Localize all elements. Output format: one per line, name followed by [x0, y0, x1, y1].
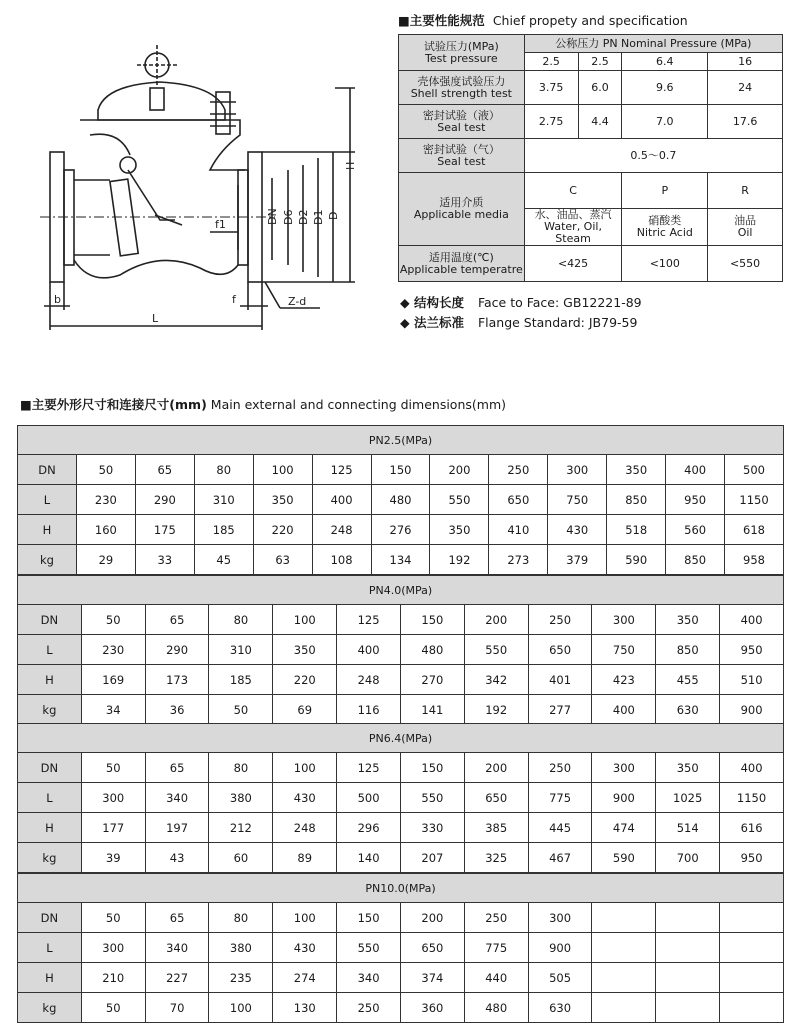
table-cell: 274	[273, 963, 337, 993]
table-cell: 169	[81, 665, 145, 695]
table-cell: 518	[607, 515, 666, 545]
face-to-face-cn: ◆ 结构长度	[400, 295, 464, 310]
table-cell: 401	[528, 665, 592, 695]
table-cell: 63	[253, 545, 312, 575]
table-cell: 200	[430, 455, 489, 485]
table-row	[18, 753, 784, 783]
row-label: H	[18, 963, 82, 993]
dimension-table	[17, 575, 784, 725]
table-cell: 175	[135, 515, 194, 545]
table-cell: 141	[400, 695, 464, 725]
temp-value: <425	[524, 246, 622, 282]
table-cell: 150	[400, 753, 464, 783]
valve-section-diagram	[10, 10, 390, 340]
table-cell: 650	[464, 783, 528, 813]
table-cell	[720, 903, 784, 933]
table-cell: 650	[489, 485, 548, 515]
spec-title	[398, 11, 688, 29]
table-cell: 550	[337, 933, 401, 963]
table-cell: 467	[528, 843, 592, 873]
table-cell	[720, 993, 784, 1023]
table-cell: 900	[592, 783, 656, 813]
table-cell: 1150	[725, 485, 784, 515]
table-cell: 150	[337, 903, 401, 933]
table-cell: 50	[76, 455, 135, 485]
flange-standard-row	[400, 313, 642, 333]
flange-standard-cn: ◆ 法兰标准	[400, 315, 464, 330]
table-cell: 1025	[656, 783, 720, 813]
table-row	[18, 695, 784, 725]
table-cell: 185	[209, 665, 273, 695]
table-cell: 500	[725, 455, 784, 485]
label-D6: D6	[282, 209, 295, 225]
label-f: f	[232, 293, 236, 306]
label-D: D	[327, 211, 340, 220]
table-cell: 300	[81, 783, 145, 813]
table-cell: 177	[81, 813, 145, 843]
pn-value: 6.4	[622, 53, 708, 71]
row-label: kg	[18, 843, 82, 873]
table-cell: 900	[528, 933, 592, 963]
table-cell: 850	[656, 635, 720, 665]
table-cell: 455	[656, 665, 720, 695]
dimension-table	[17, 723, 784, 873]
table-row	[18, 605, 784, 635]
table-cell: 100	[273, 753, 337, 783]
table-row	[18, 635, 784, 665]
media-name	[708, 209, 783, 246]
label-D1: D1	[312, 209, 325, 225]
shell-test-label	[399, 71, 525, 105]
table-cell: 50	[81, 753, 145, 783]
table-cell: 150	[371, 455, 430, 485]
table-cell: 89	[273, 843, 337, 873]
row-label: DN	[18, 753, 82, 783]
table-cell: 296	[337, 813, 401, 843]
table-cell: 514	[656, 813, 720, 843]
row-label: H	[18, 665, 82, 695]
pressure-band: PN4.0(MPa)	[18, 576, 784, 605]
table-cell: 350	[430, 515, 489, 545]
seal-gas-en: Seal test	[437, 154, 486, 168]
pn-value: 2.5	[578, 53, 622, 71]
table-cell: 750	[592, 635, 656, 665]
table-cell: 29	[76, 545, 135, 575]
table-row	[18, 515, 784, 545]
pn-value: 2.5	[524, 53, 578, 71]
table-row	[18, 783, 784, 813]
table-cell: 400	[666, 455, 725, 485]
table-cell: 70	[145, 993, 209, 1023]
table-cell	[720, 933, 784, 963]
seal-liquid-en: Seal test	[437, 120, 486, 134]
table-cell: 227	[145, 963, 209, 993]
table-cell: 400	[337, 635, 401, 665]
table-cell: 65	[145, 753, 209, 783]
table-cell: 100	[209, 993, 273, 1023]
table-cell: 950	[666, 485, 725, 515]
shell-value: 3.75	[524, 71, 578, 105]
table-cell: 550	[430, 485, 489, 515]
table-cell: 650	[400, 933, 464, 963]
media-code: C	[524, 173, 622, 209]
media-name-cn: 油品	[734, 214, 757, 227]
media-code: R	[708, 173, 783, 209]
row-label: L	[18, 933, 82, 963]
spec-title-cn: ■主要性能规范	[398, 13, 485, 28]
table-row	[18, 813, 784, 843]
table-cell: 360	[400, 993, 464, 1023]
dimensions-title	[20, 395, 506, 413]
seal-liquid-value: 2.75	[524, 105, 578, 139]
media-code: P	[622, 173, 708, 209]
dimension-table	[17, 425, 784, 575]
table-cell: 65	[145, 903, 209, 933]
media-name	[622, 209, 708, 246]
table-cell: 125	[312, 455, 371, 485]
table-cell: 212	[209, 813, 273, 843]
table-cell: 310	[194, 485, 253, 515]
table-cell: 700	[656, 843, 720, 873]
seal-gas-cn: 密封试验（气）	[422, 142, 500, 156]
table-cell: 850	[666, 545, 725, 575]
table-cell: 480	[464, 993, 528, 1023]
table-cell: 590	[592, 843, 656, 873]
media-name	[524, 209, 622, 246]
table-cell: 50	[81, 903, 145, 933]
table-cell: 590	[607, 545, 666, 575]
table-cell: 273	[489, 545, 548, 575]
table-row	[18, 903, 784, 933]
table-cell: 248	[273, 813, 337, 843]
table-cell: 560	[666, 515, 725, 545]
dimensions-title-cn: ■主要外形尺寸和连接尺寸(mm)	[20, 397, 207, 412]
table-cell	[592, 993, 656, 1023]
table-cell: 350	[273, 635, 337, 665]
table-cell: 480	[371, 485, 430, 515]
row-label: L	[18, 485, 77, 515]
table-cell: 350	[656, 753, 720, 783]
table-row	[18, 963, 784, 993]
media-label	[399, 173, 525, 246]
media-name-en: Oil	[737, 226, 753, 239]
row-label: DN	[18, 455, 77, 485]
table-cell: 134	[371, 545, 430, 575]
table-cell: 230	[81, 635, 145, 665]
nominal-pressure-header: 公称压力 PN Nominal Pressure (MPa)	[524, 35, 782, 53]
table-cell: 300	[81, 933, 145, 963]
row-label: kg	[18, 545, 77, 575]
table-cell: 160	[76, 515, 135, 545]
table-cell: 200	[464, 605, 528, 635]
table-cell: 43	[145, 843, 209, 873]
table-cell: 350	[607, 455, 666, 485]
table-cell: 430	[273, 933, 337, 963]
table-cell: 290	[145, 635, 209, 665]
table-cell: 650	[528, 635, 592, 665]
table-cell: 950	[720, 843, 784, 873]
table-cell: 410	[489, 515, 548, 545]
table-cell: 100	[273, 605, 337, 635]
table-cell: 550	[464, 635, 528, 665]
label-Z-d: Z-d	[288, 295, 307, 308]
table-cell: 116	[337, 695, 401, 725]
face-to-face-en: Face to Face: GB12221-89	[477, 295, 642, 310]
table-cell: 80	[209, 903, 273, 933]
table-cell: 80	[209, 605, 273, 635]
table-cell: 900	[720, 695, 784, 725]
table-cell: 510	[720, 665, 784, 695]
test-pressure-cn: 试验压力(MPa)	[423, 39, 499, 53]
table-cell: 100	[273, 903, 337, 933]
table-cell: 430	[548, 515, 607, 545]
table-cell: 775	[464, 933, 528, 963]
table-cell: 192	[464, 695, 528, 725]
label-D2: D2	[297, 209, 310, 225]
table-cell: 248	[312, 515, 371, 545]
table-cell: 630	[528, 993, 592, 1023]
table-cell: 950	[720, 635, 784, 665]
label-DN: DN	[266, 208, 279, 225]
table-cell	[592, 933, 656, 963]
row-label: kg	[18, 993, 82, 1023]
table-cell: 618	[725, 515, 784, 545]
table-cell: 400	[720, 605, 784, 635]
row-label: H	[18, 813, 82, 843]
shell-value: 9.6	[622, 71, 708, 105]
label-H: H	[344, 161, 357, 170]
seal-gas-label	[399, 139, 525, 173]
table-cell: 440	[464, 963, 528, 993]
table-cell: 80	[209, 753, 273, 783]
table-cell: 130	[273, 993, 337, 1023]
table-cell: 277	[528, 695, 592, 725]
table-cell: 220	[253, 515, 312, 545]
table-cell: 210	[81, 963, 145, 993]
table-cell: 300	[528, 903, 592, 933]
table-cell: 850	[607, 485, 666, 515]
table-cell: 50	[81, 993, 145, 1023]
seal-liquid-label	[399, 105, 525, 139]
table-cell: 340	[145, 783, 209, 813]
table-cell: 1150	[720, 783, 784, 813]
pressure-band: PN10.0(MPa)	[18, 874, 784, 903]
table-cell: 300	[548, 455, 607, 485]
temp-value: <100	[622, 246, 708, 282]
table-cell: 50	[81, 605, 145, 635]
shell-test-en: Shell strength test	[410, 86, 512, 100]
table-cell: 65	[145, 605, 209, 635]
table-cell	[720, 963, 784, 993]
table-cell: 125	[337, 753, 401, 783]
row-label: H	[18, 515, 77, 545]
table-row	[18, 545, 784, 575]
table-cell: 250	[489, 455, 548, 485]
row-label: kg	[18, 695, 82, 725]
temp-cn: 适用温度(℃)	[428, 250, 494, 264]
table-cell: 750	[548, 485, 607, 515]
table-cell: 192	[430, 545, 489, 575]
table-cell	[592, 903, 656, 933]
table-cell: 500	[337, 783, 401, 813]
table-cell: 340	[145, 933, 209, 963]
table-cell: 39	[81, 843, 145, 873]
table-cell: 230	[76, 485, 135, 515]
table-cell: 350	[656, 605, 720, 635]
table-cell: 423	[592, 665, 656, 695]
table-cell: 374	[400, 963, 464, 993]
table-cell: 65	[135, 455, 194, 485]
label-f1: f1	[215, 218, 226, 231]
table-cell: 474	[592, 813, 656, 843]
table-cell: 400	[592, 695, 656, 725]
table-cell: 445	[528, 813, 592, 843]
table-cell: 630	[656, 695, 720, 725]
shell-value: 24	[708, 71, 783, 105]
media-name-en: Nitric Acid	[636, 226, 693, 239]
label-L: L	[152, 312, 159, 325]
seal-liquid-cn: 密封试验（液）	[422, 108, 500, 122]
table-cell: 250	[528, 753, 592, 783]
media-name-cn: 硝酸类	[648, 214, 682, 227]
table-cell: 69	[273, 695, 337, 725]
table-cell: 60	[209, 843, 273, 873]
table-cell: 350	[253, 485, 312, 515]
media-en: Applicable media	[413, 208, 509, 221]
spec-table	[398, 34, 783, 282]
table-row	[18, 485, 784, 515]
shell-test-cn: 壳体强度试验压力	[417, 74, 506, 88]
media-name-en: Water, Oil, Steam	[544, 220, 602, 245]
table-cell: 379	[548, 545, 607, 575]
seal-liquid-value: 17.6	[708, 105, 783, 139]
table-cell: 140	[337, 843, 401, 873]
table-cell	[656, 903, 720, 933]
table-cell: 270	[400, 665, 464, 695]
table-cell: 173	[145, 665, 209, 695]
test-pressure-en: Test pressure	[425, 51, 498, 65]
flange-standard-en: Flange Standard: JB79-59	[477, 315, 638, 330]
table-cell: 400	[312, 485, 371, 515]
table-cell: 300	[592, 605, 656, 635]
table-cell: 108	[312, 545, 371, 575]
table-cell: 276	[371, 515, 430, 545]
table-cell: 300	[592, 753, 656, 783]
table-cell: 342	[464, 665, 528, 695]
row-label: DN	[18, 605, 82, 635]
table-cell: 250	[464, 903, 528, 933]
dimension-table	[17, 873, 784, 1023]
temp-en: Applicable temperatre	[399, 262, 523, 276]
table-cell: 340	[337, 963, 401, 993]
table-cell: 310	[209, 635, 273, 665]
table-cell: 220	[273, 665, 337, 695]
table-cell: 200	[464, 753, 528, 783]
table-cell: 200	[400, 903, 464, 933]
table-cell: 185	[194, 515, 253, 545]
pressure-band: PN6.4(MPa)	[18, 724, 784, 753]
table-cell: 34	[81, 695, 145, 725]
face-to-face-row	[400, 293, 642, 313]
table-cell: 248	[337, 665, 401, 695]
temp-value: <550	[708, 246, 783, 282]
table-cell	[592, 963, 656, 993]
table-cell: 36	[145, 695, 209, 725]
table-cell	[656, 993, 720, 1023]
table-cell: 775	[528, 783, 592, 813]
table-cell: 100	[253, 455, 312, 485]
table-cell: 550	[400, 783, 464, 813]
table-cell: 430	[273, 783, 337, 813]
standards	[400, 293, 642, 333]
table-cell	[656, 933, 720, 963]
row-label: DN	[18, 903, 82, 933]
dimensions-title-en: Main external and connecting dimensions(mm)	[210, 397, 506, 412]
seal-liquid-value: 7.0	[622, 105, 708, 139]
row-label: L	[18, 635, 82, 665]
pn-value: 16	[708, 53, 783, 71]
table-cell: 235	[209, 963, 273, 993]
shell-value: 6.0	[578, 71, 622, 105]
table-row	[18, 993, 784, 1023]
table-cell: 480	[400, 635, 464, 665]
table-cell: 250	[528, 605, 592, 635]
table-cell: 207	[400, 843, 464, 873]
test-pressure-label	[399, 35, 525, 71]
table-cell: 505	[528, 963, 592, 993]
table-cell: 616	[720, 813, 784, 843]
table-row	[18, 665, 784, 695]
spec-title-en: Chief propety and specification	[492, 13, 688, 28]
table-cell: 325	[464, 843, 528, 873]
media-cn: 适用介质	[439, 196, 484, 209]
temp-label	[399, 246, 525, 282]
table-cell: 50	[209, 695, 273, 725]
pressure-band: PN2.5(MPa)	[18, 426, 784, 455]
table-cell: 125	[337, 605, 401, 635]
table-cell: 380	[209, 783, 273, 813]
table-cell: 150	[400, 605, 464, 635]
table-cell: 197	[145, 813, 209, 843]
label-b: b	[54, 293, 61, 306]
media-name-cn: 水、油品、蒸汽	[534, 208, 612, 221]
table-cell: 80	[194, 455, 253, 485]
table-row	[18, 455, 784, 485]
table-cell: 33	[135, 545, 194, 575]
table-cell: 385	[464, 813, 528, 843]
table-row	[18, 843, 784, 873]
table-cell: 250	[337, 993, 401, 1023]
table-cell: 400	[720, 753, 784, 783]
table-cell: 958	[725, 545, 784, 575]
table-cell: 45	[194, 545, 253, 575]
table-row	[18, 933, 784, 963]
seal-liquid-value: 4.4	[578, 105, 622, 139]
row-label: L	[18, 783, 82, 813]
table-cell: 380	[209, 933, 273, 963]
table-cell: 290	[135, 485, 194, 515]
seal-gas-value: 0.5～0.7	[524, 139, 782, 173]
table-cell	[656, 963, 720, 993]
table-cell: 330	[400, 813, 464, 843]
